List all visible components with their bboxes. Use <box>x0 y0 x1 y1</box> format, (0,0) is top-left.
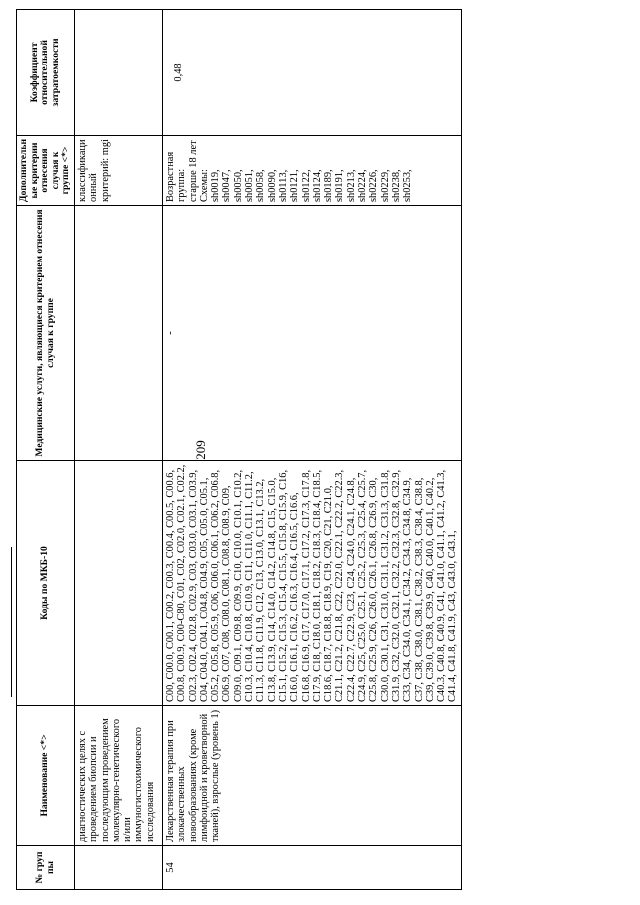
header-icd: Коды по МКБ-10 <box>17 461 75 706</box>
cell-services: - <box>163 206 462 461</box>
cell-name: Лекарственная терапия при злокачественных новообразованиях (кроме лимфоидной и кроветворной тканей), взрослые (уровень 1) <box>163 706 462 846</box>
header-extra: Дополнительные критерии отнесения случая к группе <*> <box>17 136 75 206</box>
cell-coef: 0,48 <box>163 10 462 136</box>
cell-name: диагностических целях с проведением биопсии и последующим проведением молекулярно-генетического и/или иммуногистохимического исследования <box>75 706 163 846</box>
page-number: 209 <box>193 440 208 460</box>
tariff-table <box>16 9 462 890</box>
header-name: Наименование <*> <box>17 706 75 846</box>
header-row <box>17 10 75 890</box>
table-row <box>163 10 462 890</box>
header-num: № груп пы <box>17 846 75 890</box>
cell-coef <box>75 10 163 136</box>
table-row <box>75 10 163 890</box>
cell-icd <box>75 461 163 706</box>
cell-icd: C00, C00.0, C00.1, C00.2, C00.3, C00.4, C00.5, C00.6, C00.8, C00.9, C00-C80, C01, C02, C02.0, C02.1, C02.2, C02.3, C02.4, C02.8, C02.9, C03, C03.0, C03.1, C03.9, C04, C04.0, C04.1, C04.8, C04.9, C05, C05.0, C05.1, C05.2, C05.8, C05.9, C06, C06.0, C06.1, C06.2, C06.8, C06.9, C07, C08, C08.0, C08.1, C08.8, C08.9, C09, C09.0, C09.1, C09.8, C09.9, C10, C10.0, C10.1, C10.2, C10.3, C10.4, C10.8, C10.9, C11, C11.0, C11.1, C11.2, C11.3, C11.8, C11.9, C12, C13, C13.0, C13.1, C13.2, C13.8, C13.9, C14, C14.0, C14.2, C14.8, C15, C15.0, C15.1, C15.2, C15.3, C15.4, C15.5, C15.8, C15.9, C16, C16.0, C16.1, C16.2, C16.3, C16.4, C16.5, C16.6, C16.8, C16.9, C17, C17.0, C17.1, C17.2, C17.3, C17.8, C17.9, C18, C18.0, C18.1, C18.2, C18.3, C18.4, C18.5, C18.6, C18.7, C18.8, C18.9, C19, C20, C21, C21.0, C21.1, C21.2, C21.8, C22, C22.0, C22.1, C22.2, C22.3, C22.4, C22.7, C22.9, C23, C24, C24.0, C24.1, C24.8, C24.9, C25, C25.0, C25.1, C25.2, C25.3, C25.4, C25.7, C25.8, C25.9, C26, C26.0, C26.1, C26.8, C26.9, C30, C30.0, C30.1, C31, C31.0, C31.1, C31.2, C31.3, C31.8, C31.9, C32, C32.0, C32.1, C32.2, C32.3, C32.8, C32.9, C33, C34, C34.0, C34.1, C34.2, C34.3, C34.8, C34.9, C37, C38, C38.0, C38.1, C38.2, C38.3, C38.4, C38.8, C39, C39.0, C39.8, C39.9, C40, C40.0, C40.1, C40.2, C40.3, C40.8, C40.9, C41, C41.0, C41.1, C41.2, C41.3, C41.4, C41.8, C41.9, C43, C43.0, C43.1, <box>163 461 462 706</box>
cell-extra: классификационный критерий: mgi <box>75 136 163 206</box>
cell-num <box>75 846 163 890</box>
header-coef: Коэффициент относительной затратоемкости <box>17 10 75 136</box>
footnote-divider <box>11 547 12 697</box>
cell-num: 54 <box>163 846 462 890</box>
cell-extra: Возрастная группа: старше 18 лет Схемы: sh0019, sh0047, sh0050, sh0051, sh0058, sh0090, sh0113, sh0121, sh0122, sh0124, sh0189, sh0191, sh0213, sh0224, sh0226, sh0229, sh0238, sh0253, <box>163 136 462 206</box>
header-services: Медицинские услуги, являющиеся критерием отнесения случая к группе <box>17 206 75 461</box>
cell-services <box>75 206 163 461</box>
